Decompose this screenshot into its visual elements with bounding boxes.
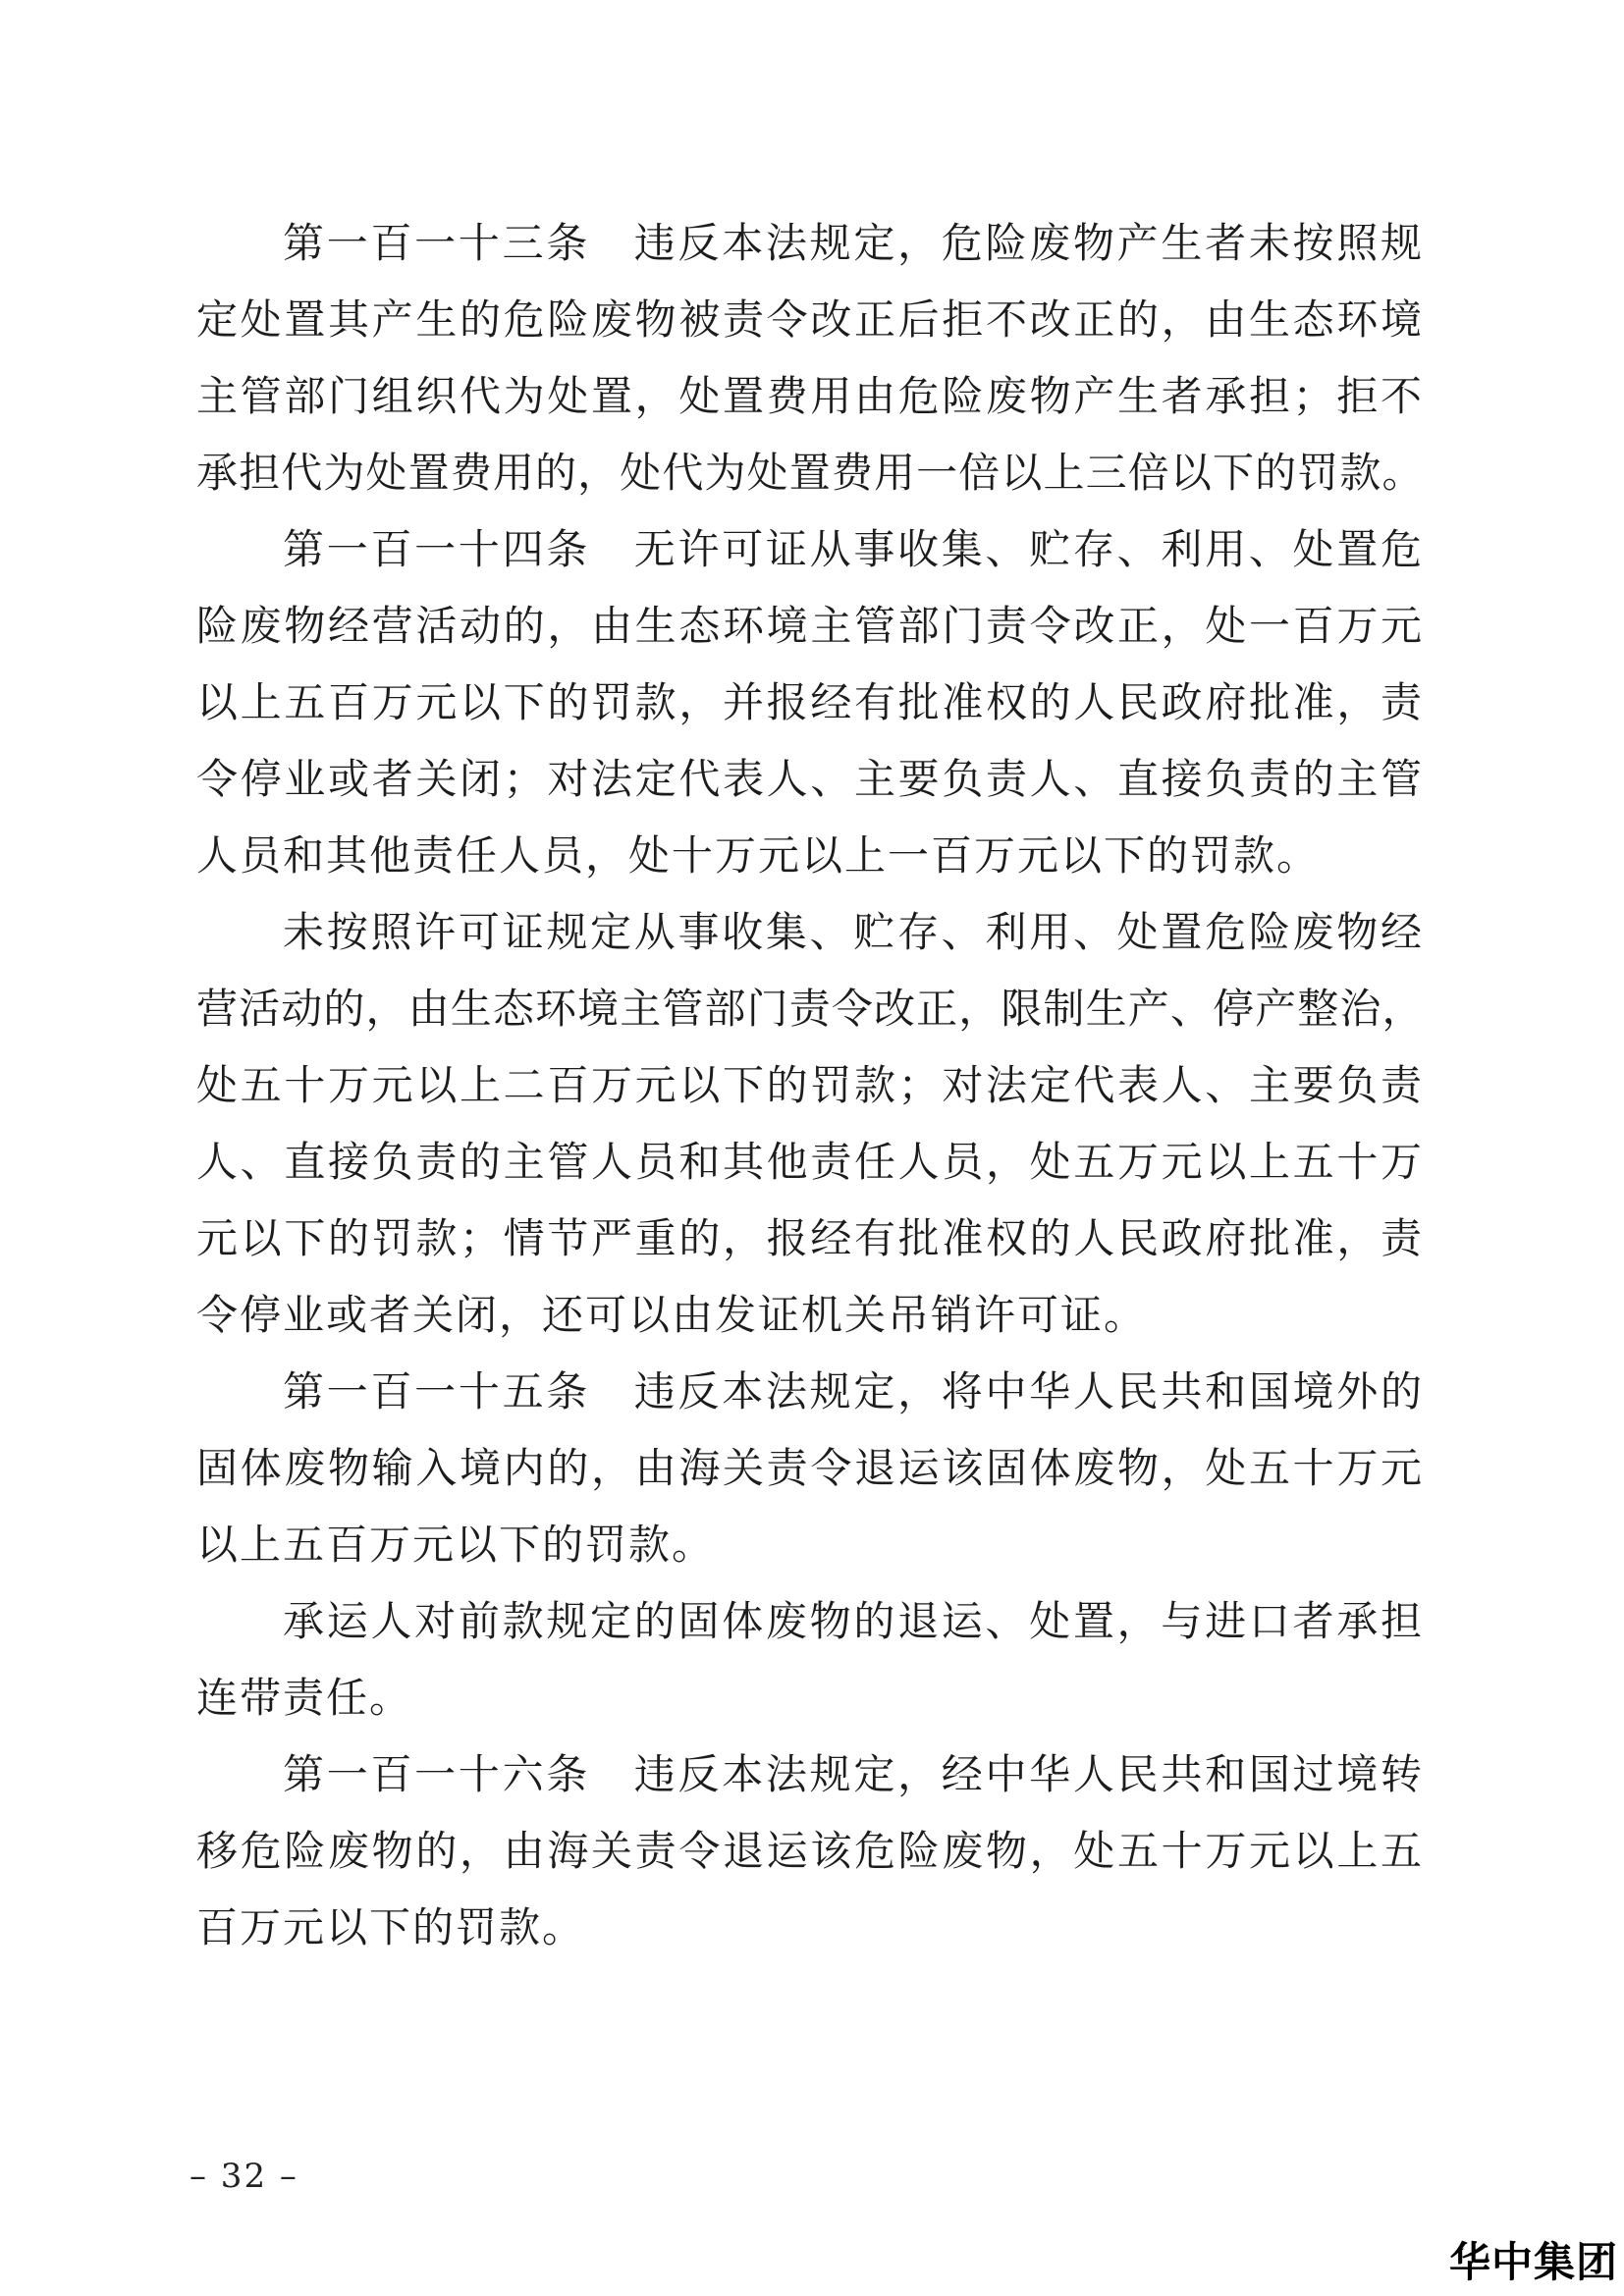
text-line: 定处置其产生的危险废物被责令改正后拒不改正的，由生态环境	[196, 295, 1424, 344]
text-line: 第一百一十六条 违反本法规定，经中华人民共和国过境转	[283, 1750, 1424, 1798]
text-line: 处五十万元以上二百万元以下的罚款；对法定代表人、主要负责	[196, 1061, 1424, 1109]
text-line: 百万元以下的罚款。	[196, 1903, 586, 1951]
text-line: 未按照许可证规定从事收集、贮存、利用、处置危险废物经	[283, 908, 1424, 956]
text-line: 险废物经营活动的，由生态环境主管部门责令改正，处一百万元	[196, 602, 1424, 650]
article-115-second-paragraph	[196, 1583, 1424, 1736]
article-116-paragraph	[196, 1736, 1424, 1966]
text-line: 第一百一十三条 违反本法规定，危险废物产生者未按照规	[283, 219, 1424, 267]
text-line: 固体废物输入境内的，由海关责令退运该固体废物，处五十万元	[196, 1444, 1424, 1492]
text-line: 以上五百万元以下的罚款。	[196, 1521, 716, 1569]
company-logo: 华中集团	[1448, 2238, 1618, 2286]
article-115-paragraph	[196, 1354, 1424, 1583]
page-number: – 32 –	[189, 2157, 298, 2196]
text-line: 营活动的，由生态环境主管部门责令改正，限制生产、停产整治，	[196, 985, 1424, 1033]
text-line: 第一百一十五条 违反本法规定，将中华人民共和国境外的	[283, 1367, 1424, 1415]
text-line: 第一百一十四条 无许可证从事收集、贮存、利用、处置危	[283, 525, 1424, 573]
text-line: 人员和其他责任人员，处十万元以上一百万元以下的罚款。	[196, 831, 1321, 880]
text-line: 移危险废物的，由海关责令退运该危险废物，处五十万元以上五	[196, 1827, 1424, 1875]
text-line: 承担代为处置费用的，处代为处置费用一倍以上三倍以下的罚款。	[196, 449, 1424, 497]
text-line: 令停业或者关闭，还可以由发证机关吊销许可证。	[196, 1291, 1148, 1339]
document-body	[196, 205, 1424, 1966]
article-114-second-paragraph	[196, 894, 1424, 1354]
article-113-paragraph	[196, 205, 1424, 511]
text-line: 元以下的罚款；情节严重的，报经有批准权的人民政府批准，责	[196, 1214, 1424, 1262]
text-line: 连带责任。	[196, 1674, 413, 1722]
text-line: 以上五百万元以下的罚款，并报经有批准权的人民政府批准，责	[196, 678, 1424, 726]
article-114-paragraph	[196, 511, 1424, 894]
text-line: 令停业或者关闭；对法定代表人、主要负责人、直接负责的主管	[196, 755, 1424, 803]
text-line: 人、直接负责的主管人员和其他责任人员，处五万元以上五十万	[196, 1138, 1424, 1186]
text-line: 承运人对前款规定的固体废物的退运、处置，与进口者承担	[283, 1597, 1424, 1645]
text-line: 主管部门组织代为处置，处置费用由危险废物产生者承担；拒不	[196, 372, 1424, 420]
